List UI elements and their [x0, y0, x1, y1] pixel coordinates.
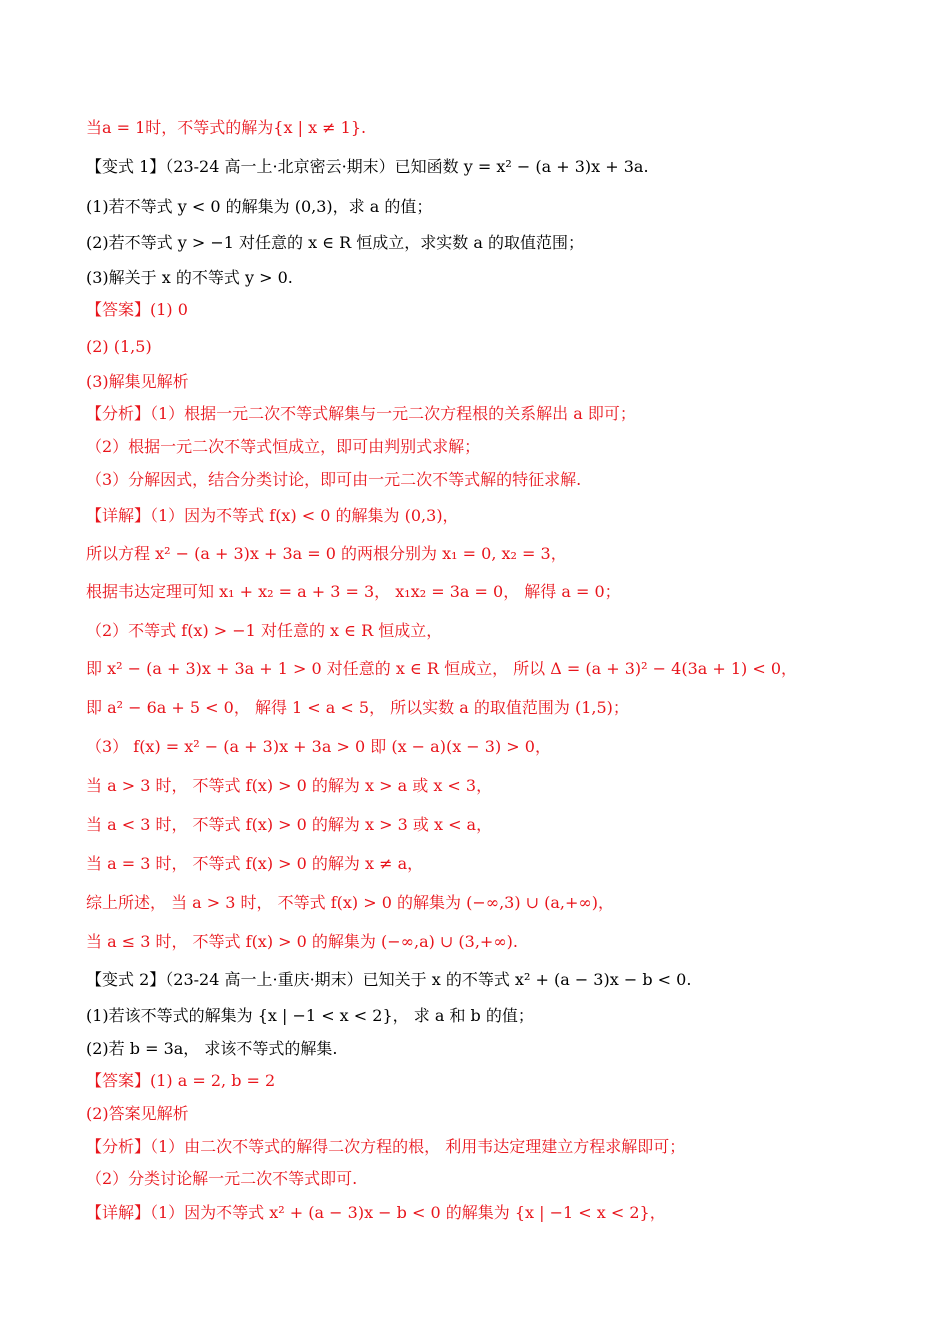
analysis-line: （2）根据一元二次不等式恒成立，即可由判别式求解； [86, 437, 481, 456]
detail-line: 即 a² − 6a + 5 < 0， 解得 1 < a < 5， 所以实数 a 的取值范围为 (1,5)； [86, 698, 629, 717]
question-line: (2)若不等式 y > −1 对任意的 x ∈ R 恒成立，求实数 a 的取值范围； [86, 233, 585, 252]
answer-line: 【答案】(1) 0 [86, 300, 188, 319]
detail-line: 当 a = 3 时， 不等式 f(x) > 0 的解为 x ≠ a， [86, 854, 424, 873]
detail-line: 当 a ≤ 3 时， 不等式 f(x) > 0 的解集为 (−∞,a) ∪ (3,+∞). [86, 932, 518, 951]
detail-line: 综上所述， 当 a > 3 时， 不等式 f(x) > 0 的解集为 (−∞,3) ∪ (a,+∞)， [86, 893, 614, 912]
detail-line: （2）不等式 f(x) > −1 对任意的 x ∈ R 恒成立， [86, 621, 443, 640]
answer-line: (3)解集见解析 [86, 372, 189, 391]
question-line: (1)若该不等式的解集为 {x | −1 < x < 2}， 求 a 和 b 的值； [86, 1006, 534, 1025]
question-line: (2)若 b = 3a， 求该不等式的解集. [86, 1039, 338, 1058]
text-line: 当a = 1时，不等式的解为{x | x ≠ 1}. [86, 118, 367, 137]
question-line: (1)若不等式 y < 0 的解集为 (0,3)，求 a 的值； [86, 197, 433, 216]
detail-line: 当 a < 3 时， 不等式 f(x) > 0 的解为 x > 3 或 x < a， [86, 815, 493, 834]
analysis-line: （3）分解因式，结合分类讨论，即可由一元二次不等式解的特征求解. [86, 470, 582, 489]
answer-line: 【答案】(1) a = 2, b = 2 [86, 1071, 276, 1090]
detail-line: 【详解】（1）因为不等式 x² + (a − 3)x − b < 0 的解集为 {x | −1 < x < 2}， [86, 1203, 666, 1222]
detail-line: 即 x² − (a + 3)x + 3a + 1 > 0 对任意的 x ∈ R 恒成立， 所以 Δ = (a + 3)² − 4(3a + 1) < 0， [86, 659, 798, 678]
answer-line: (2) (1,5) [86, 337, 152, 356]
analysis-line: （2）分类讨论解一元二次不等式即可. [86, 1169, 358, 1188]
question-line: (3)解关于 x 的不等式 y > 0. [86, 268, 293, 287]
detail-line: （3） f(x) = x² − (a + 3)x + 3a > 0 即 (x − a)(x − 3) > 0， [86, 737, 551, 756]
detail-line: 当 a > 3 时， 不等式 f(x) > 0 的解为 x > a 或 x < 3， [86, 776, 493, 795]
detail-line: 【详解】（1）因为不等式 f(x) < 0 的解集为 (0,3)， [86, 506, 459, 525]
detail-line: 根据韦达定理可知 x₁ + x₂ = a + 3 = 3， x₁x₂ = 3a = 0， 解得 a = 0； [86, 582, 621, 601]
analysis-line: 【分析】（1）根据一元二次不等式解集与一元二次方程根的关系解出 a 即可； [86, 404, 636, 423]
variant-1-heading: 【变式 1】（23-24 高一上·北京密云·期末）已知函数 y = x² − (a + 3)x + 3a. [86, 157, 649, 176]
detail-line: 所以方程 x² − (a + 3)x + 3a = 0 的两根分别为 x₁ = 0, x₂ = 3， [86, 544, 567, 563]
answer-line: (2)答案见解析 [86, 1104, 189, 1123]
analysis-line: 【分析】（1）由二次不等式的解得二次方程的根， 利用韦达定理建立方程求解即可； [86, 1137, 686, 1156]
variant-2-heading: 【变式 2】（23-24 高一上·重庆·期末）已知关于 x 的不等式 x² + (a − 3)x − b < 0. [86, 970, 692, 989]
